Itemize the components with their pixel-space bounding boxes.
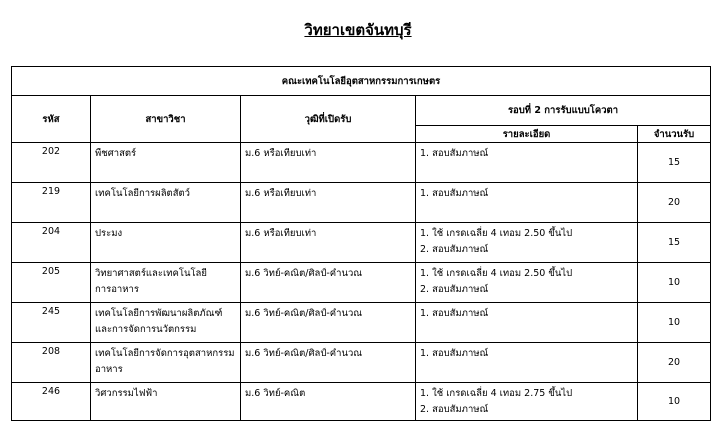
detail-cell	[416, 343, 638, 383]
code-cell: 202	[12, 143, 91, 183]
count-cell: 10	[638, 383, 711, 421]
major-line: เทคโนโลยีการพัฒนาผลิตภัณฑ์	[95, 308, 223, 319]
major-line: เทคโนโลยีการจัดการอุตสาหกรรม	[95, 348, 235, 359]
detail-line: 1. สอบสัมภาษณ์	[420, 148, 489, 159]
qualification-cell: ม.6 วิทย์-คณิต	[241, 383, 416, 421]
header-code: รหัส	[12, 96, 91, 143]
qualification-cell: ม.6 วิทย์-คณิต/ศิลป์-คำนวณ	[241, 343, 416, 383]
header-round: รอบที่ 2 การรับแบบโควตา	[416, 96, 711, 126]
detail-cell	[416, 263, 638, 303]
table-row	[12, 223, 711, 263]
count-cell: 10	[638, 303, 711, 343]
code-cell: 204	[12, 223, 91, 263]
detail-cell	[416, 183, 638, 223]
faculty-header: คณะเทคโนโลยีอุตสาหกรรมการเกษตร	[12, 67, 711, 96]
detail-line: 2. สอบสัมภาษณ์	[420, 244, 489, 255]
major-cell	[91, 383, 241, 421]
detail-line: 1. ใช้ เกรดเฉลี่ย 4 เทอม 2.50 ขึ้นไป	[420, 228, 573, 239]
code-cell: 208	[12, 343, 91, 383]
code-cell: 219	[12, 183, 91, 223]
detail-line: 2. สอบสัมภาษณ์	[420, 284, 489, 295]
detail-cell	[416, 383, 638, 421]
code-cell: 246	[12, 383, 91, 421]
qualification-cell: ม.6 หรือเทียบเท่า	[241, 143, 416, 183]
major-line: พืชศาสตร์	[95, 148, 137, 159]
detail-line: 1. ใช้ เกรดเฉลี่ย 4 เทอม 2.50 ขึ้นไป	[420, 268, 573, 279]
table-row	[12, 263, 711, 303]
table-row	[12, 143, 711, 183]
header-count: จำนวนรับ	[638, 126, 711, 143]
major-line: วิทยาศาสตร์และเทคโนโลยี	[95, 268, 207, 279]
code-cell: 245	[12, 303, 91, 343]
page-title	[0, 18, 716, 42]
table-row	[12, 183, 711, 223]
major-cell	[91, 143, 241, 183]
count-cell: 15	[638, 143, 711, 183]
major-cell	[91, 303, 241, 343]
header-qualification: วุฒิที่เปิดรับ	[241, 96, 416, 143]
table-row	[12, 343, 711, 383]
campus-title: วิทยาเขตจันทบุรี	[304, 21, 412, 39]
table-row	[12, 303, 711, 343]
qualification-cell: ม.6 วิทย์-คณิต/ศิลป์-คำนวณ	[241, 263, 416, 303]
header-detail: รายละเอียด	[416, 126, 638, 143]
qualification-cell: ม.6 หรือเทียบเท่า	[241, 183, 416, 223]
major-line: อาหาร	[95, 364, 123, 375]
major-cell	[91, 223, 241, 263]
detail-cell	[416, 223, 638, 263]
table-body	[12, 67, 711, 421]
count-cell: 10	[638, 263, 711, 303]
detail-line: 1. ใช้ เกรดเฉลี่ย 4 เทอม 2.75 ขึ้นไป	[420, 388, 573, 399]
detail-line: 1. สอบสัมภาษณ์	[420, 188, 489, 199]
major-line: การอาหาร	[95, 284, 139, 295]
qualification-cell: ม.6 หรือเทียบเท่า	[241, 223, 416, 263]
detail-line: 1. สอบสัมภาษณ์	[420, 308, 489, 319]
detail-line: 1. สอบสัมภาษณ์	[420, 348, 489, 359]
detail-cell	[416, 303, 638, 343]
major-line: วิศวกรรมไฟฟ้า	[95, 388, 158, 399]
major-cell	[91, 263, 241, 303]
major-cell	[91, 343, 241, 383]
detail-line: 2. สอบสัมภาษณ์	[420, 404, 489, 415]
major-line: เทคโนโลยีการผลิตสัตว์	[95, 188, 190, 199]
count-cell: 15	[638, 223, 711, 263]
table-row	[12, 383, 711, 421]
qualification-cell: ม.6 วิทย์-คณิต/ศิลป์-คำนวณ	[241, 303, 416, 343]
major-line: และการจัดการนวัตกรรม	[95, 324, 197, 335]
admission-table	[11, 66, 711, 421]
major-cell	[91, 183, 241, 223]
major-line: ประมง	[95, 228, 123, 239]
code-cell: 205	[12, 263, 91, 303]
header-major: สาขาวิชา	[91, 96, 241, 143]
count-cell: 20	[638, 183, 711, 223]
detail-cell	[416, 143, 638, 183]
count-cell: 20	[638, 343, 711, 383]
